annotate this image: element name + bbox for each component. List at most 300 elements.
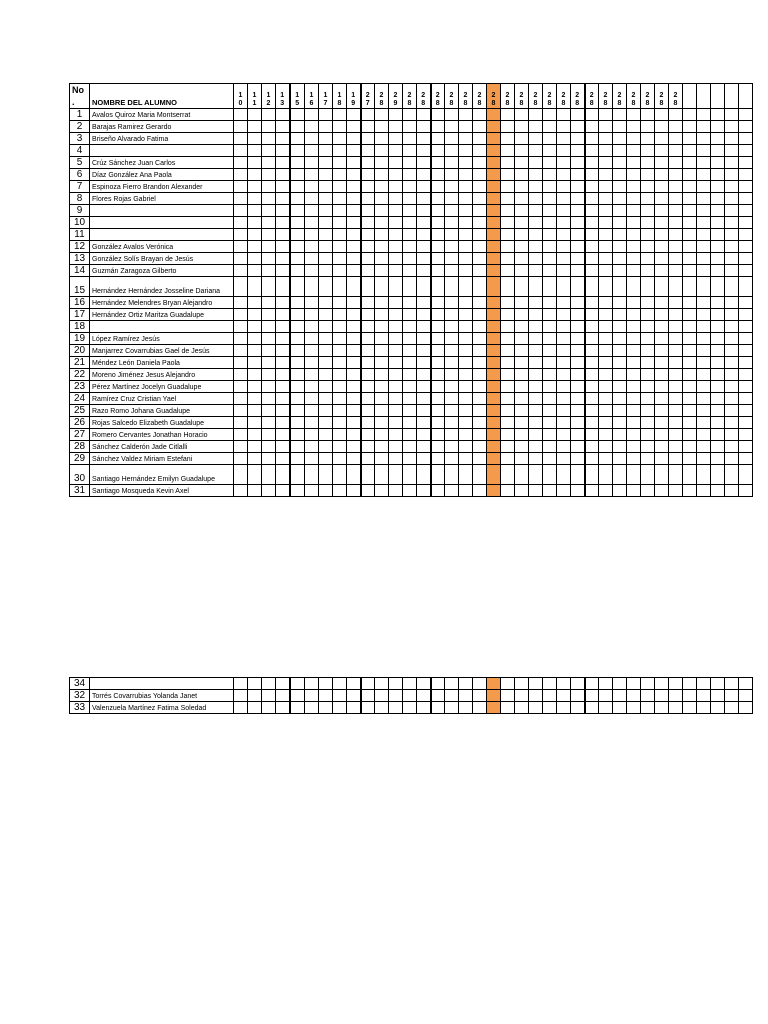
attendance-cell[interactable] [319, 465, 333, 485]
attendance-cell[interactable] [276, 241, 290, 253]
attendance-cell[interactable] [487, 345, 501, 357]
attendance-cell[interactable] [375, 393, 389, 405]
attendance-cell[interactable] [473, 265, 487, 277]
attendance-cell[interactable] [361, 133, 375, 145]
attendance-cell[interactable] [585, 465, 599, 485]
attendance-cell[interactable] [333, 357, 347, 369]
attendance-cell[interactable] [445, 485, 459, 497]
attendance-cell[interactable] [305, 333, 319, 345]
attendance-cell[interactable] [431, 253, 445, 265]
attendance-cell[interactable] [305, 205, 319, 217]
attendance-cell[interactable] [319, 253, 333, 265]
attendance-cell[interactable] [501, 393, 515, 405]
attendance-cell[interactable] [361, 381, 375, 393]
attendance-cell[interactable] [529, 441, 543, 453]
attendance-cell[interactable] [445, 678, 459, 690]
attendance-cell[interactable] [529, 229, 543, 241]
attendance-cell[interactable] [683, 333, 697, 345]
attendance-cell[interactable] [290, 109, 305, 121]
attendance-cell[interactable] [683, 217, 697, 229]
attendance-cell[interactable] [347, 690, 361, 702]
attendance-cell[interactable] [571, 253, 585, 265]
attendance-cell[interactable] [683, 357, 697, 369]
attendance-cell[interactable] [683, 193, 697, 205]
attendance-cell[interactable] [627, 309, 641, 321]
attendance-cell[interactable] [276, 417, 290, 429]
attendance-cell[interactable] [389, 429, 403, 441]
attendance-cell[interactable] [613, 241, 627, 253]
attendance-cell[interactable] [641, 345, 655, 357]
attendance-cell[interactable] [543, 241, 557, 253]
attendance-cell[interactable] [627, 265, 641, 277]
attendance-cell[interactable] [683, 145, 697, 157]
attendance-cell[interactable] [403, 333, 417, 345]
attendance-cell[interactable] [613, 702, 627, 714]
attendance-cell[interactable] [543, 169, 557, 181]
attendance-cell[interactable] [361, 229, 375, 241]
attendance-cell[interactable] [515, 217, 529, 229]
attendance-cell[interactable] [501, 169, 515, 181]
attendance-cell[interactable] [431, 297, 445, 309]
attendance-cell[interactable] [501, 690, 515, 702]
attendance-cell[interactable] [361, 217, 375, 229]
attendance-cell[interactable] [613, 169, 627, 181]
attendance-cell[interactable] [585, 381, 599, 393]
attendance-cell[interactable] [613, 217, 627, 229]
attendance-cell[interactable] [599, 690, 613, 702]
attendance-cell[interactable] [655, 393, 669, 405]
attendance-cell[interactable] [725, 157, 739, 169]
attendance-cell[interactable] [473, 169, 487, 181]
attendance-cell[interactable] [319, 417, 333, 429]
attendance-cell[interactable] [234, 345, 248, 357]
attendance-cell[interactable] [725, 417, 739, 429]
attendance-cell[interactable] [585, 357, 599, 369]
attendance-cell[interactable] [361, 702, 375, 714]
attendance-cell[interactable] [501, 241, 515, 253]
attendance-cell[interactable] [361, 157, 375, 169]
attendance-cell[interactable] [403, 678, 417, 690]
attendance-cell[interactable] [473, 157, 487, 169]
attendance-cell[interactable] [543, 678, 557, 690]
attendance-cell[interactable] [599, 429, 613, 441]
attendance-cell[interactable] [375, 157, 389, 169]
attendance-cell[interactable] [501, 429, 515, 441]
attendance-cell[interactable] [445, 109, 459, 121]
attendance-cell[interactable] [262, 702, 276, 714]
attendance-cell[interactable] [725, 109, 739, 121]
attendance-cell[interactable] [683, 253, 697, 265]
attendance-cell[interactable] [248, 109, 262, 121]
attendance-cell[interactable] [725, 145, 739, 157]
attendance-cell[interactable] [290, 265, 305, 277]
attendance-cell[interactable] [276, 465, 290, 485]
attendance-cell[interactable] [669, 321, 683, 333]
attendance-cell[interactable] [431, 109, 445, 121]
attendance-cell[interactable] [417, 369, 431, 381]
attendance-cell[interactable] [515, 133, 529, 145]
attendance-cell[interactable] [501, 121, 515, 133]
attendance-cell[interactable] [290, 405, 305, 417]
attendance-cell[interactable] [375, 441, 389, 453]
attendance-cell[interactable] [459, 217, 473, 229]
attendance-cell[interactable] [459, 241, 473, 253]
attendance-cell[interactable] [431, 145, 445, 157]
attendance-cell[interactable] [248, 321, 262, 333]
attendance-cell[interactable] [319, 133, 333, 145]
attendance-cell[interactable] [361, 321, 375, 333]
attendance-cell[interactable] [389, 253, 403, 265]
attendance-cell[interactable] [473, 678, 487, 690]
attendance-cell[interactable] [725, 405, 739, 417]
attendance-cell[interactable] [613, 265, 627, 277]
attendance-cell[interactable] [599, 181, 613, 193]
attendance-cell[interactable] [305, 381, 319, 393]
attendance-cell[interactable] [445, 405, 459, 417]
attendance-cell[interactable] [361, 357, 375, 369]
attendance-cell[interactable] [389, 453, 403, 465]
attendance-cell[interactable] [459, 357, 473, 369]
attendance-cell[interactable] [725, 465, 739, 485]
attendance-cell[interactable] [473, 109, 487, 121]
attendance-cell[interactable] [431, 345, 445, 357]
attendance-cell[interactable] [669, 369, 683, 381]
attendance-cell[interactable] [641, 393, 655, 405]
attendance-cell[interactable] [571, 217, 585, 229]
attendance-cell[interactable] [333, 417, 347, 429]
attendance-cell[interactable] [347, 345, 361, 357]
attendance-cell[interactable] [248, 393, 262, 405]
attendance-cell[interactable] [248, 217, 262, 229]
attendance-cell[interactable] [319, 205, 333, 217]
attendance-cell[interactable] [613, 277, 627, 297]
attendance-cell[interactable] [669, 133, 683, 145]
attendance-cell[interactable] [248, 369, 262, 381]
attendance-cell[interactable] [487, 309, 501, 321]
attendance-cell[interactable] [627, 277, 641, 297]
attendance-cell[interactable] [333, 297, 347, 309]
attendance-cell[interactable] [375, 369, 389, 381]
attendance-cell[interactable] [529, 321, 543, 333]
attendance-cell[interactable] [305, 702, 319, 714]
attendance-cell[interactable] [641, 429, 655, 441]
attendance-cell[interactable] [655, 193, 669, 205]
attendance-cell[interactable] [725, 441, 739, 453]
attendance-cell[interactable] [276, 702, 290, 714]
attendance-cell[interactable] [389, 369, 403, 381]
attendance-cell[interactable] [655, 333, 669, 345]
attendance-cell[interactable] [234, 381, 248, 393]
attendance-cell[interactable] [333, 702, 347, 714]
attendance-cell[interactable] [262, 229, 276, 241]
attendance-cell[interactable] [529, 429, 543, 441]
attendance-cell[interactable] [403, 702, 417, 714]
attendance-cell[interactable] [361, 265, 375, 277]
attendance-cell[interactable] [234, 429, 248, 441]
attendance-cell[interactable] [403, 121, 417, 133]
attendance-cell[interactable] [276, 121, 290, 133]
attendance-cell[interactable] [655, 417, 669, 429]
attendance-cell[interactable] [543, 485, 557, 497]
attendance-cell[interactable] [641, 121, 655, 133]
attendance-cell[interactable] [389, 381, 403, 393]
attendance-cell[interactable] [487, 333, 501, 345]
attendance-cell[interactable] [683, 429, 697, 441]
attendance-cell[interactable] [305, 441, 319, 453]
attendance-cell[interactable] [319, 357, 333, 369]
attendance-cell[interactable] [445, 253, 459, 265]
attendance-cell[interactable] [683, 121, 697, 133]
attendance-cell[interactable] [599, 169, 613, 181]
attendance-cell[interactable] [571, 157, 585, 169]
attendance-cell[interactable] [515, 145, 529, 157]
attendance-cell[interactable] [669, 109, 683, 121]
attendance-cell[interactable] [389, 690, 403, 702]
attendance-cell[interactable] [529, 181, 543, 193]
attendance-cell[interactable] [375, 241, 389, 253]
attendance-cell[interactable] [459, 381, 473, 393]
attendance-cell[interactable] [515, 157, 529, 169]
attendance-cell[interactable] [417, 217, 431, 229]
attendance-cell[interactable] [739, 381, 753, 393]
attendance-cell[interactable] [431, 690, 445, 702]
attendance-cell[interactable] [585, 193, 599, 205]
attendance-cell[interactable] [417, 678, 431, 690]
attendance-cell[interactable] [487, 690, 501, 702]
attendance-cell[interactable] [543, 309, 557, 321]
attendance-cell[interactable] [487, 297, 501, 309]
attendance-cell[interactable] [262, 157, 276, 169]
attendance-cell[interactable] [711, 321, 725, 333]
attendance-cell[interactable] [501, 145, 515, 157]
attendance-cell[interactable] [515, 405, 529, 417]
attendance-cell[interactable] [459, 121, 473, 133]
attendance-cell[interactable] [375, 678, 389, 690]
attendance-cell[interactable] [319, 405, 333, 417]
attendance-cell[interactable] [248, 465, 262, 485]
attendance-cell[interactable] [725, 453, 739, 465]
attendance-cell[interactable] [683, 321, 697, 333]
attendance-cell[interactable] [487, 277, 501, 297]
attendance-cell[interactable] [641, 381, 655, 393]
attendance-cell[interactable] [627, 453, 641, 465]
attendance-cell[interactable] [571, 109, 585, 121]
attendance-cell[interactable] [276, 453, 290, 465]
attendance-cell[interactable] [333, 485, 347, 497]
attendance-cell[interactable] [543, 702, 557, 714]
attendance-cell[interactable] [234, 369, 248, 381]
attendance-cell[interactable] [585, 690, 599, 702]
attendance-cell[interactable] [389, 393, 403, 405]
attendance-cell[interactable] [361, 417, 375, 429]
attendance-cell[interactable] [613, 453, 627, 465]
attendance-cell[interactable] [599, 121, 613, 133]
attendance-cell[interactable] [248, 405, 262, 417]
attendance-cell[interactable] [403, 485, 417, 497]
attendance-cell[interactable] [473, 465, 487, 485]
attendance-cell[interactable] [473, 333, 487, 345]
attendance-cell[interactable] [543, 453, 557, 465]
attendance-cell[interactable] [557, 309, 571, 321]
attendance-cell[interactable] [473, 241, 487, 253]
attendance-cell[interactable] [375, 381, 389, 393]
attendance-cell[interactable] [361, 369, 375, 381]
attendance-cell[interactable] [417, 485, 431, 497]
attendance-cell[interactable] [459, 109, 473, 121]
attendance-cell[interactable] [641, 277, 655, 297]
attendance-cell[interactable] [333, 121, 347, 133]
attendance-cell[interactable] [248, 229, 262, 241]
attendance-cell[interactable] [248, 309, 262, 321]
attendance-cell[interactable] [529, 417, 543, 429]
attendance-cell[interactable] [417, 133, 431, 145]
attendance-cell[interactable] [627, 405, 641, 417]
attendance-cell[interactable] [739, 369, 753, 381]
attendance-cell[interactable] [641, 465, 655, 485]
attendance-cell[interactable] [669, 441, 683, 453]
attendance-cell[interactable] [473, 253, 487, 265]
attendance-cell[interactable] [669, 702, 683, 714]
attendance-cell[interactable] [248, 145, 262, 157]
attendance-cell[interactable] [290, 345, 305, 357]
attendance-cell[interactable] [375, 229, 389, 241]
attendance-cell[interactable] [711, 169, 725, 181]
attendance-cell[interactable] [473, 417, 487, 429]
attendance-cell[interactable] [641, 702, 655, 714]
attendance-cell[interactable] [290, 309, 305, 321]
attendance-cell[interactable] [557, 217, 571, 229]
attendance-cell[interactable] [403, 241, 417, 253]
attendance-cell[interactable] [319, 217, 333, 229]
attendance-cell[interactable] [655, 405, 669, 417]
attendance-cell[interactable] [683, 133, 697, 145]
attendance-cell[interactable] [417, 702, 431, 714]
attendance-cell[interactable] [725, 229, 739, 241]
attendance-cell[interactable] [543, 297, 557, 309]
attendance-cell[interactable] [543, 121, 557, 133]
attendance-cell[interactable] [290, 121, 305, 133]
attendance-cell[interactable] [431, 417, 445, 429]
attendance-cell[interactable] [459, 181, 473, 193]
attendance-cell[interactable] [445, 297, 459, 309]
attendance-cell[interactable] [613, 205, 627, 217]
attendance-cell[interactable] [333, 321, 347, 333]
attendance-cell[interactable] [711, 277, 725, 297]
attendance-cell[interactable] [627, 229, 641, 241]
attendance-cell[interactable] [319, 169, 333, 181]
attendance-cell[interactable] [641, 253, 655, 265]
attendance-cell[interactable] [262, 265, 276, 277]
attendance-cell[interactable] [641, 678, 655, 690]
attendance-cell[interactable] [711, 265, 725, 277]
attendance-cell[interactable] [248, 169, 262, 181]
attendance-cell[interactable] [571, 381, 585, 393]
attendance-cell[interactable] [375, 405, 389, 417]
attendance-cell[interactable] [627, 345, 641, 357]
attendance-cell[interactable] [417, 309, 431, 321]
attendance-cell[interactable] [739, 109, 753, 121]
attendance-cell[interactable] [711, 678, 725, 690]
attendance-cell[interactable] [333, 465, 347, 485]
attendance-cell[interactable] [262, 369, 276, 381]
attendance-cell[interactable] [725, 169, 739, 181]
attendance-cell[interactable] [234, 441, 248, 453]
attendance-cell[interactable] [403, 369, 417, 381]
attendance-cell[interactable] [529, 405, 543, 417]
attendance-cell[interactable] [613, 181, 627, 193]
attendance-cell[interactable] [515, 321, 529, 333]
attendance-cell[interactable] [473, 205, 487, 217]
attendance-cell[interactable] [571, 702, 585, 714]
attendance-cell[interactable] [543, 357, 557, 369]
attendance-cell[interactable] [739, 690, 753, 702]
attendance-cell[interactable] [613, 441, 627, 453]
attendance-cell[interactable] [697, 465, 711, 485]
attendance-cell[interactable] [459, 321, 473, 333]
attendance-cell[interactable] [333, 333, 347, 345]
attendance-cell[interactable] [389, 345, 403, 357]
attendance-cell[interactable] [501, 345, 515, 357]
attendance-cell[interactable] [445, 193, 459, 205]
attendance-cell[interactable] [585, 109, 599, 121]
attendance-cell[interactable] [725, 265, 739, 277]
attendance-cell[interactable] [248, 485, 262, 497]
attendance-cell[interactable] [557, 321, 571, 333]
attendance-cell[interactable] [557, 485, 571, 497]
attendance-cell[interactable] [234, 253, 248, 265]
attendance-cell[interactable] [515, 441, 529, 453]
attendance-cell[interactable] [711, 690, 725, 702]
attendance-cell[interactable] [697, 133, 711, 145]
attendance-cell[interactable] [290, 193, 305, 205]
attendance-cell[interactable] [290, 241, 305, 253]
attendance-cell[interactable] [529, 205, 543, 217]
attendance-cell[interactable] [557, 465, 571, 485]
attendance-cell[interactable] [627, 157, 641, 169]
attendance-cell[interactable] [613, 321, 627, 333]
attendance-cell[interactable] [543, 205, 557, 217]
attendance-cell[interactable] [585, 265, 599, 277]
attendance-cell[interactable] [487, 193, 501, 205]
attendance-cell[interactable] [361, 690, 375, 702]
attendance-cell[interactable] [599, 333, 613, 345]
attendance-cell[interactable] [711, 145, 725, 157]
attendance-cell[interactable] [543, 333, 557, 345]
attendance-cell[interactable] [290, 465, 305, 485]
attendance-cell[interactable] [571, 345, 585, 357]
attendance-cell[interactable] [347, 485, 361, 497]
attendance-cell[interactable] [529, 145, 543, 157]
attendance-cell[interactable] [347, 405, 361, 417]
attendance-cell[interactable] [417, 205, 431, 217]
attendance-cell[interactable] [697, 441, 711, 453]
attendance-cell[interactable] [655, 145, 669, 157]
attendance-cell[interactable] [669, 381, 683, 393]
attendance-cell[interactable] [361, 241, 375, 253]
attendance-cell[interactable] [431, 277, 445, 297]
attendance-cell[interactable] [543, 145, 557, 157]
attendance-cell[interactable] [305, 265, 319, 277]
attendance-cell[interactable] [683, 485, 697, 497]
attendance-cell[interactable] [459, 205, 473, 217]
attendance-cell[interactable] [529, 121, 543, 133]
attendance-cell[interactable] [669, 193, 683, 205]
attendance-cell[interactable] [725, 205, 739, 217]
attendance-cell[interactable] [487, 169, 501, 181]
attendance-cell[interactable] [403, 133, 417, 145]
attendance-cell[interactable] [599, 465, 613, 485]
attendance-cell[interactable] [557, 133, 571, 145]
